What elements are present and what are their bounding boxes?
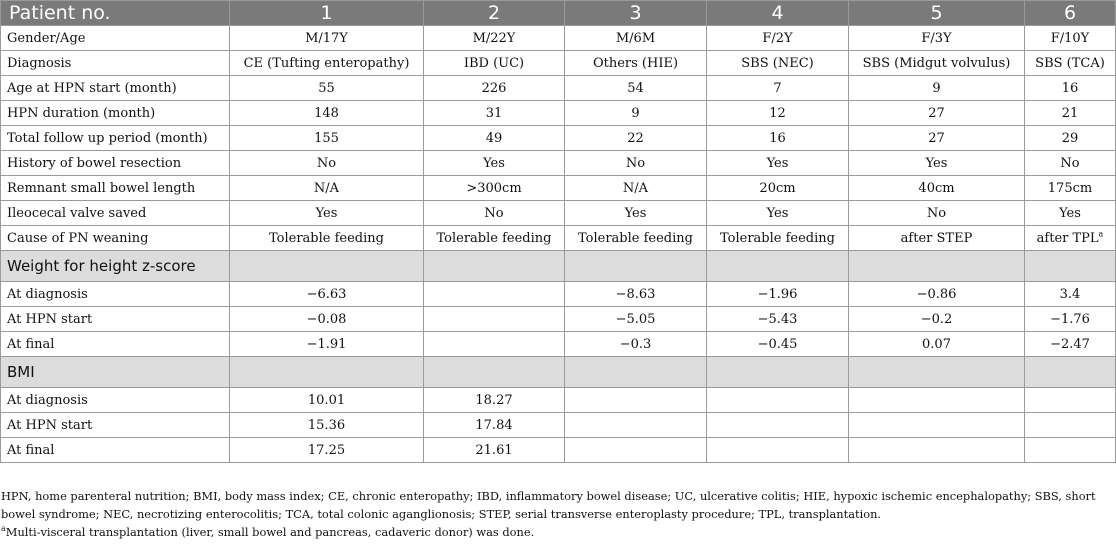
table-cell: 17.84 <box>424 413 565 438</box>
table-cell: F/10Y <box>1025 26 1116 51</box>
table-cell: −5.43 <box>707 307 849 332</box>
table-row-wfh-final <box>1 332 1116 357</box>
table-cell: No <box>230 151 424 176</box>
abbreviations-note: HPN, home parenteral nutrition; BMI, body mass index; CE, chronic enteropathy; IBD, inflammatory bowel disease; UC, ulcerative colitis; HIE, hypoxic ischemic encephalopathy; SBS, short bowel syndrome; NEC, necrotizing enterocolitis; TCA, total colonic aganglionosis; STEP, serial transverse enteroplasty procedure; TPL, transplantation. <box>1 489 1096 521</box>
table-row-pn-weaning <box>1 226 1116 251</box>
table-cell: Others (HIE) <box>565 51 707 76</box>
table-cell: −0.86 <box>849 282 1025 307</box>
row-label: At diagnosis <box>1 388 230 413</box>
row-label: Ileocecal valve saved <box>1 201 230 226</box>
table-row-gender-age <box>1 26 1116 51</box>
table-cell: 0.07 <box>849 332 1025 357</box>
table-cell: SBS (NEC) <box>707 51 849 76</box>
table-cell: 155 <box>230 126 424 151</box>
header-patient-2: 2 <box>424 1 565 26</box>
table-cell: Yes <box>849 151 1025 176</box>
table-cell: −0.45 <box>707 332 849 357</box>
table-cell: 21 <box>1025 101 1116 126</box>
header-patient-5: 5 <box>849 1 1025 26</box>
table-cell <box>707 388 849 413</box>
table-footnotes <box>1 487 1111 541</box>
table-cell: F/2Y <box>707 26 849 51</box>
section-cell <box>230 357 424 388</box>
row-label: At diagnosis <box>1 282 230 307</box>
table-cell: after STEP <box>849 226 1025 251</box>
section-header-bmi <box>1 357 1116 388</box>
table-row-hpn-duration <box>1 101 1116 126</box>
row-label: Gender/Age <box>1 26 230 51</box>
table-cell: −0.08 <box>230 307 424 332</box>
row-label: Cause of PN weaning <box>1 226 230 251</box>
table-cell: 21.61 <box>424 438 565 463</box>
section-cell <box>230 251 424 282</box>
table-row-bmi-final <box>1 438 1116 463</box>
table-cell: 3.4 <box>1025 282 1116 307</box>
section-cell <box>1025 357 1116 388</box>
table-cell <box>849 388 1025 413</box>
table-cell: −1.91 <box>230 332 424 357</box>
table-cell <box>1025 388 1116 413</box>
section-cell <box>565 357 707 388</box>
table-cell: 16 <box>707 126 849 151</box>
table-cell: 54 <box>565 76 707 101</box>
table-cell <box>565 438 707 463</box>
cell-text: after TPL <box>1036 230 1099 246</box>
table-cell: −0.2 <box>849 307 1025 332</box>
section-title: BMI <box>1 357 230 388</box>
table-cell <box>565 413 707 438</box>
table-cell: 27 <box>849 101 1025 126</box>
section-cell <box>707 357 849 388</box>
table-cell <box>849 413 1025 438</box>
table-cell: 22 <box>565 126 707 151</box>
footnote-mark: a <box>1 524 6 534</box>
header-patient-3: 3 <box>565 1 707 26</box>
table-cell: Yes <box>565 201 707 226</box>
row-label: At HPN start <box>1 307 230 332</box>
header-patient-no: Patient no. <box>1 1 230 26</box>
table-cell: 20cm <box>707 176 849 201</box>
row-label: At HPN start <box>1 413 230 438</box>
table-cell <box>424 282 565 307</box>
table-cell: −8.63 <box>565 282 707 307</box>
table-cell <box>424 332 565 357</box>
table-cell: Yes <box>707 151 849 176</box>
section-cell <box>565 251 707 282</box>
table-cell <box>1025 413 1116 438</box>
table-cell <box>707 413 849 438</box>
table-cell: 31 <box>424 101 565 126</box>
table-cell: −6.63 <box>230 282 424 307</box>
table-cell: 7 <box>707 76 849 101</box>
table-row-wfh-diagnosis <box>1 282 1116 307</box>
table-row-diagnosis <box>1 51 1116 76</box>
table-cell: No <box>424 201 565 226</box>
table-row-ileocecal-valve <box>1 201 1116 226</box>
table-cell: >300cm <box>424 176 565 201</box>
table-cell: F/3Y <box>849 26 1025 51</box>
row-label: Diagnosis <box>1 51 230 76</box>
table-cell: SBS (Midgut volvulus) <box>849 51 1025 76</box>
table-cell: N/A <box>230 176 424 201</box>
table-cell: −1.76 <box>1025 307 1116 332</box>
table-cell: Tolerable feeding <box>707 226 849 251</box>
table-cell: 15.36 <box>230 413 424 438</box>
table-cell: 9 <box>565 101 707 126</box>
table-cell: 55 <box>230 76 424 101</box>
table-cell: 27 <box>849 126 1025 151</box>
section-header-weight-for-height <box>1 251 1116 282</box>
section-cell <box>424 357 565 388</box>
table-cell: Yes <box>1025 201 1116 226</box>
row-label: Total follow up period (month) <box>1 126 230 151</box>
table-cell: No <box>1025 151 1116 176</box>
table-cell: 175cm <box>1025 176 1116 201</box>
table-cell: 49 <box>424 126 565 151</box>
section-cell <box>707 251 849 282</box>
footnote-a <box>1 523 1111 541</box>
table-cell: IBD (UC) <box>424 51 565 76</box>
table-cell: 17.25 <box>230 438 424 463</box>
footnote-mark: a <box>1098 229 1104 239</box>
table-cell: −5.05 <box>565 307 707 332</box>
table-cell: 18.27 <box>424 388 565 413</box>
table-cell: 9 <box>849 76 1025 101</box>
table-cell: 12 <box>707 101 849 126</box>
table-header-row <box>1 1 1116 26</box>
table-row-bmi-diagnosis <box>1 388 1116 413</box>
table-cell: Yes <box>230 201 424 226</box>
header-patient-4: 4 <box>707 1 849 26</box>
row-label: HPN duration (month) <box>1 101 230 126</box>
table-cell: −0.3 <box>565 332 707 357</box>
table-cell: 10.01 <box>230 388 424 413</box>
row-label: At final <box>1 332 230 357</box>
table-cell: No <box>849 201 1025 226</box>
section-cell <box>849 357 1025 388</box>
section-cell <box>424 251 565 282</box>
row-label: History of bowel resection <box>1 151 230 176</box>
table-cell: Yes <box>707 201 849 226</box>
table-cell: −2.47 <box>1025 332 1116 357</box>
table-row-wfh-hpn-start <box>1 307 1116 332</box>
table-row-bmi-hpn-start <box>1 413 1116 438</box>
table-cell <box>1025 226 1116 251</box>
table-row-follow-up <box>1 126 1116 151</box>
table-cell <box>565 388 707 413</box>
table-cell: N/A <box>565 176 707 201</box>
table-cell: 40cm <box>849 176 1025 201</box>
table-cell: 148 <box>230 101 424 126</box>
table-cell: Tolerable feeding <box>230 226 424 251</box>
table-cell: M/6M <box>565 26 707 51</box>
table-row-bowel-resection <box>1 151 1116 176</box>
header-patient-1: 1 <box>230 1 424 26</box>
section-cell <box>849 251 1025 282</box>
header-patient-6: 6 <box>1025 1 1116 26</box>
table-cell: SBS (TCA) <box>1025 51 1116 76</box>
row-label: Remnant small bowel length <box>1 176 230 201</box>
table-cell: Tolerable feeding <box>424 226 565 251</box>
table-row-age-hpn-start <box>1 76 1116 101</box>
section-title: Weight for height z-score <box>1 251 230 282</box>
table-cell: 16 <box>1025 76 1116 101</box>
table-cell: Yes <box>424 151 565 176</box>
table-cell: M/22Y <box>424 26 565 51</box>
footnote-a-text: Multi-visceral transplantation (liver, small bowel and pancreas, cadaveric donor) was done. <box>5 525 535 539</box>
row-label: At final <box>1 438 230 463</box>
table-cell: −1.96 <box>707 282 849 307</box>
section-cell <box>1025 251 1116 282</box>
table-cell <box>424 307 565 332</box>
table-cell: 29 <box>1025 126 1116 151</box>
table-cell: M/17Y <box>230 26 424 51</box>
table-cell: CE (Tufting enteropathy) <box>230 51 424 76</box>
table-cell: Tolerable feeding <box>565 226 707 251</box>
table-cell: No <box>565 151 707 176</box>
table-row-bowel-length <box>1 176 1116 201</box>
table-cell <box>707 438 849 463</box>
table-cell: 226 <box>424 76 565 101</box>
table-cell <box>1025 438 1116 463</box>
row-label: Age at HPN start (month) <box>1 76 230 101</box>
table-cell <box>849 438 1025 463</box>
